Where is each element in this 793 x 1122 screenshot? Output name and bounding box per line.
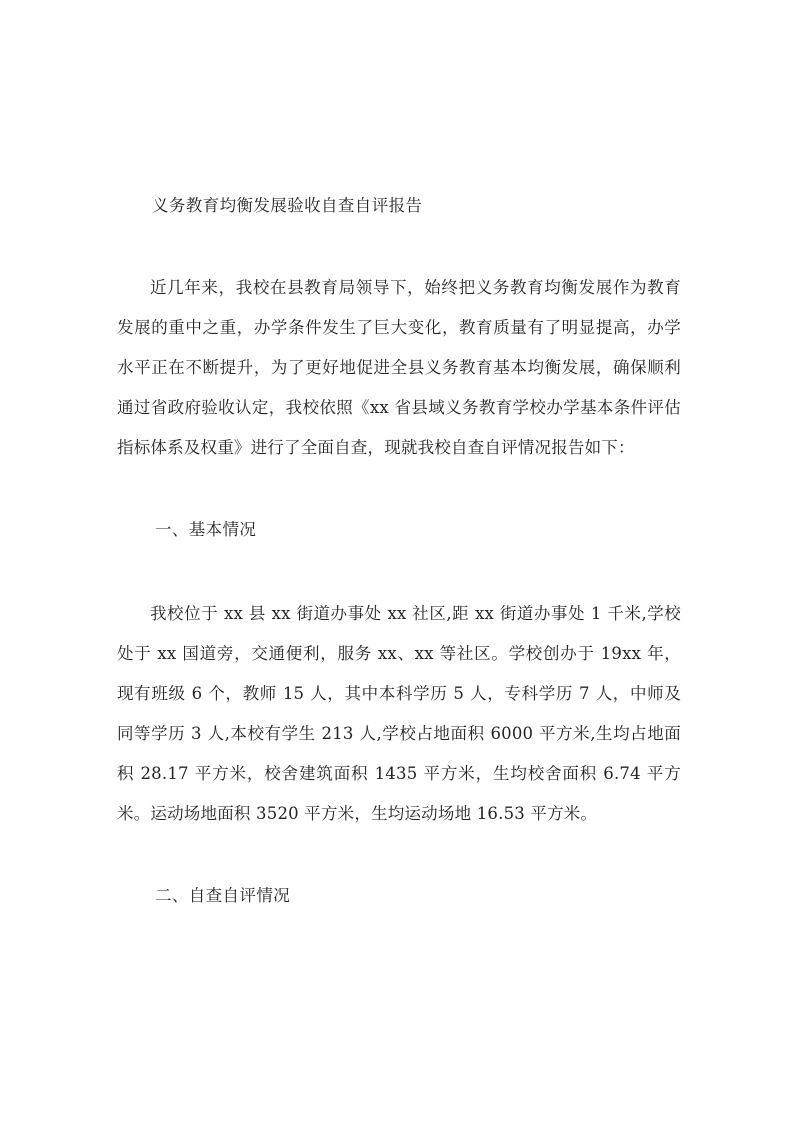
section-one-top-spacer	[117, 468, 681, 510]
section-heading-basic-situation: 一、基本情况	[154, 520, 257, 539]
paragraph-introduction: 近几年来，我校在县教育局领导下，始终把义务教育均衡发展作为教育发展的重中之重，办学条件发生了巨大变化，教育质量有了明显提高，办学水平正在不断提升，为了更好地促进全县义务教育基本均衡发展，确保顺利通过省政府验收认定，我校依照《xx 省县域义务教育学校办学基本条件评估指标体系及权重》进行了全面自查，现就我校自查自评情况报告如下：	[117, 278, 681, 457]
page-title: 义务教育均衡发展验收自查自评报告	[152, 196, 423, 215]
section-one-bottom-spacer	[117, 550, 681, 594]
section-two-top-spacer	[117, 834, 681, 876]
title-bottom-spacer	[117, 226, 681, 268]
paragraph-basic-situation: 我校位于 xx 县 xx 街道办事处 xx 社区,距 xx 街道办事处 1 千米,学校处于 xx 国道旁，交通便利，服务 xx、xx 等社区。学校创办于 19xx 年，现有班级 6 个，教师 15 人，其中本科学历 5 人，专科学历 7 人，中师及同等学历 3 人,本校有学生 213 人,学校占地面积 6000 平方米,生均占地面积 28.17 平方米，校舍建筑面积 1435 平方米，生均校舍面积 6.74 平方米。运动场地面积 3520 平方米，生均运动场地 16.53 平方米。	[117, 604, 681, 823]
section-heading-self-assessment: 二、自查自评情况	[154, 886, 291, 905]
top-margin-spacer	[117, 0, 681, 186]
document-body	[117, 0, 681, 916]
